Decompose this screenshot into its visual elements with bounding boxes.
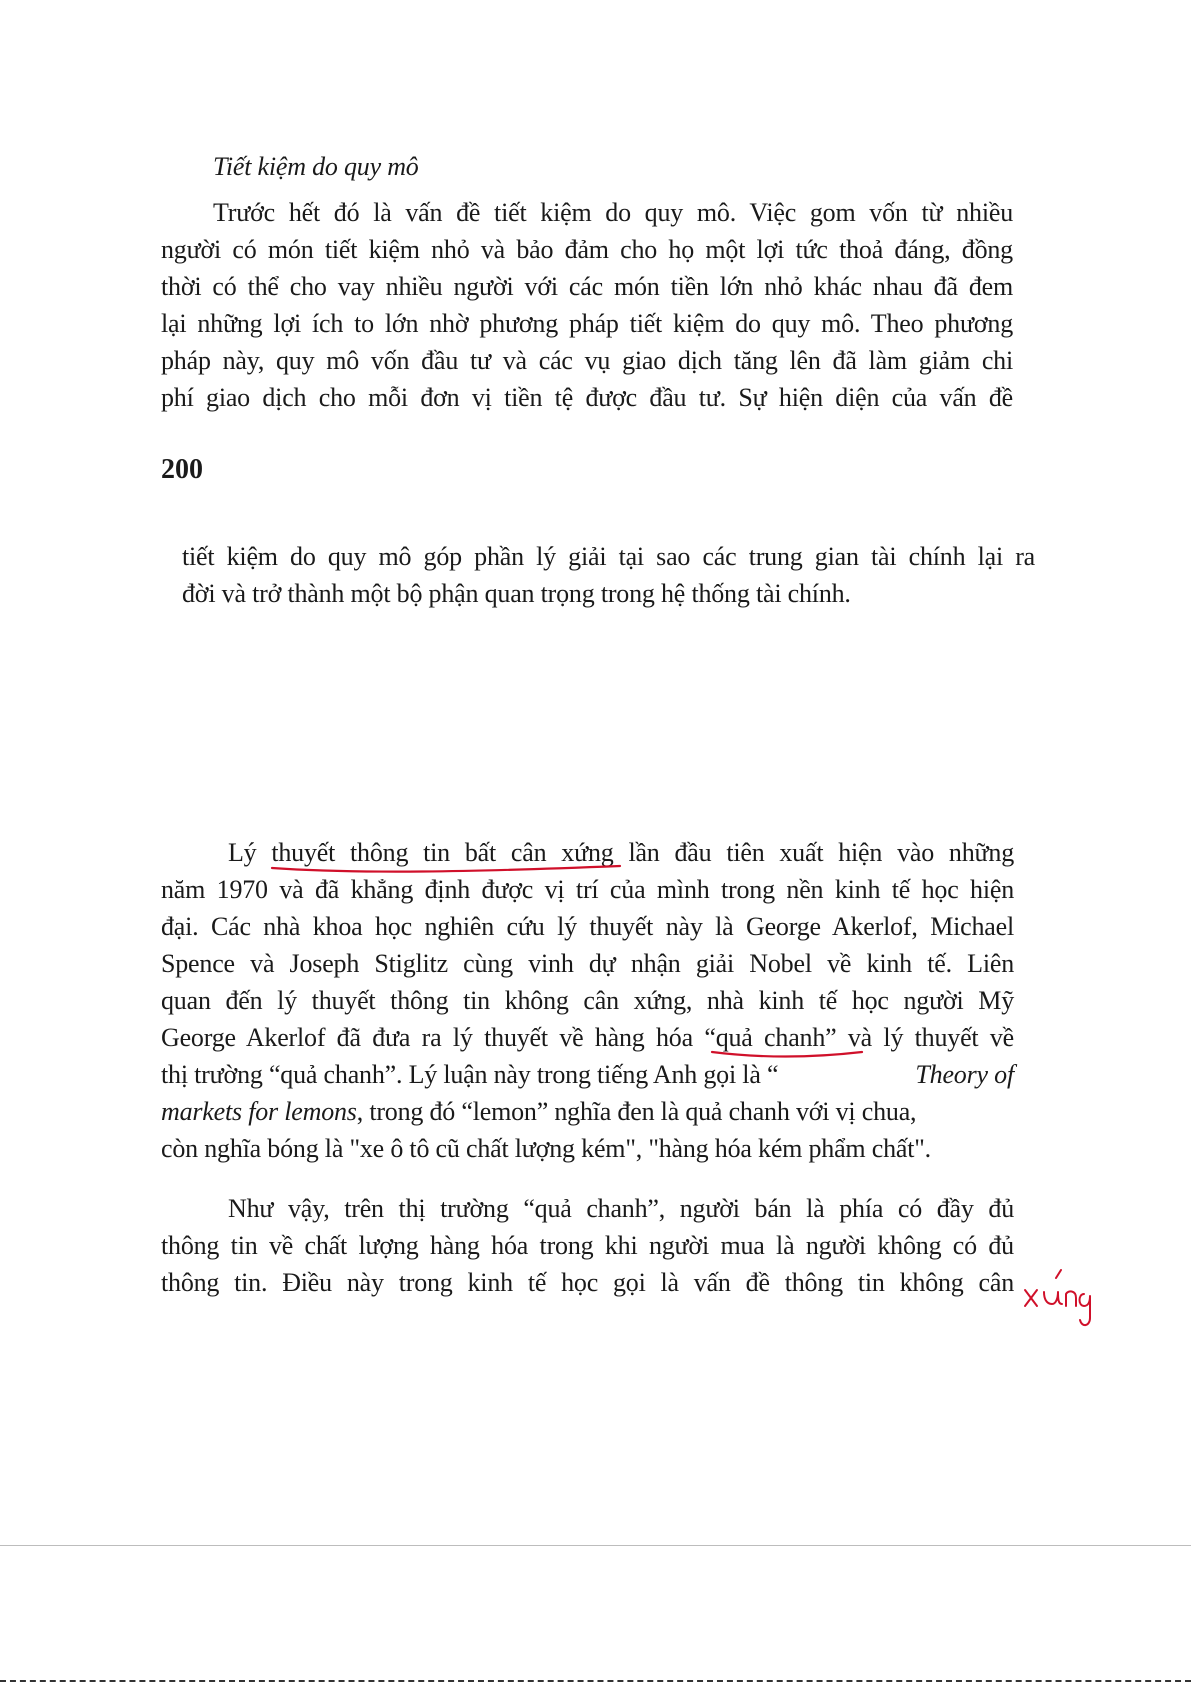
markets-for-lemons-italic: markets for lemons xyxy=(161,1097,357,1126)
paragraph-2-line-8 xyxy=(161,1095,1014,1129)
paragraph-2-line-5: quan đến lý thuyết thông tin không cân xứng, nhà kinh tế học người Mỹ xyxy=(161,986,1014,1015)
paragraph-3-line-3: thông tin. Điều này trong kinh tế học gọi là vấn đề thông tin không cân xyxy=(161,1268,1014,1297)
paragraph-2-line-1: Lý thuyết thông tin bất cân xứng lần đầu tiên xuất hiện vào những xyxy=(228,838,1014,867)
paragraph-2-line-4: Spence và Joseph Stiglitz cùng vinh dự nhận giải Nobel về kinh tế. Liên xyxy=(161,949,1014,978)
paragraph-1-line-3: thời có thể cho vay nhiều người với các món tiền lớn nhỏ khác nhau đã đem xyxy=(161,272,1013,301)
paragraph-3-line-1: Như vậy, trên thị trường “quả chanh”, người bán là phía có đầy đủ xyxy=(228,1194,1014,1223)
paragraph-2-line-7 xyxy=(161,1058,1014,1092)
footer-divider xyxy=(0,1545,1191,1546)
paragraph-1-line-1: Trước hết đó là vấn đề tiết kiệm do quy mô. Việc gom vốn từ nhiều xyxy=(213,198,1013,227)
paragraph-1-line-2: người có món tiết kiệm nhỏ và bảo đảm cho họ một lợi tức thoả đáng, đồng xyxy=(161,235,1013,264)
paragraph-2-line-2: năm 1970 và đã khẳng định được vị trí của mình trong nền kinh tế học hiện xyxy=(161,875,1014,904)
handwritten-note-text: xứng xyxy=(1025,1306,1028,1307)
section-heading: Tiết kiệm do quy mô xyxy=(213,152,419,181)
theory-of-italic: Theory of xyxy=(915,1060,1014,1089)
continuation-line-1: tiết kiệm do quy mô góp phần lý giải tại sao các trung gian tài chính lại ra xyxy=(182,542,1035,571)
paragraph-2-line-3: đại. Các nhà khoa học nghiên cứu lý thuyết này là George Akerlof, Michael xyxy=(161,912,1014,941)
handwritten-tone-mark xyxy=(1056,1270,1061,1278)
bottom-dashed-line xyxy=(0,1680,1191,1682)
paragraph-2-line-6: George Akerlof đã đưa ra lý thuyết về hàng hóa “quả chanh” và lý thuyết về xyxy=(161,1023,1014,1052)
handwritten-xung-glyphs xyxy=(1025,1290,1090,1325)
paragraph-2-line-9: còn nghĩa bóng là "xe ô tô cũ chất lượng kém", "hàng hóa kém phẩm chất". xyxy=(161,1134,931,1163)
paragraph-3-line-2: thông tin về chất lượng hàng hóa trong khi người mua là người không có đủ xyxy=(161,1231,1014,1260)
paragraph-1-line-6: phí giao dịch cho mỗi đơn vị tiền tệ được đầu tư. Sự hiện diện của vấn đề xyxy=(161,383,1013,412)
paragraph-2-line-8-text: , trong đó “lemon” nghĩa đen là quả chanh với vị chua, xyxy=(356,1097,917,1126)
continuation-line-2: đời và trở thành một bộ phận quan trọng trong hệ thống tài chính. xyxy=(182,579,851,608)
paragraph-2-line-7-text: thị trường “quả chanh”. Lý luận này trong tiếng Anh gọi là “ xyxy=(161,1060,779,1089)
paragraph-1-line-5: pháp này, quy mô vốn đầu tư và các vụ giao dịch tăng lên đã làm giảm chi xyxy=(161,346,1013,375)
paragraph-1-line-4: lại những lợi ích to lớn nhờ phương pháp tiết kiệm do quy mô. Theo phương xyxy=(161,309,1013,338)
page-number: 200 xyxy=(161,454,203,485)
